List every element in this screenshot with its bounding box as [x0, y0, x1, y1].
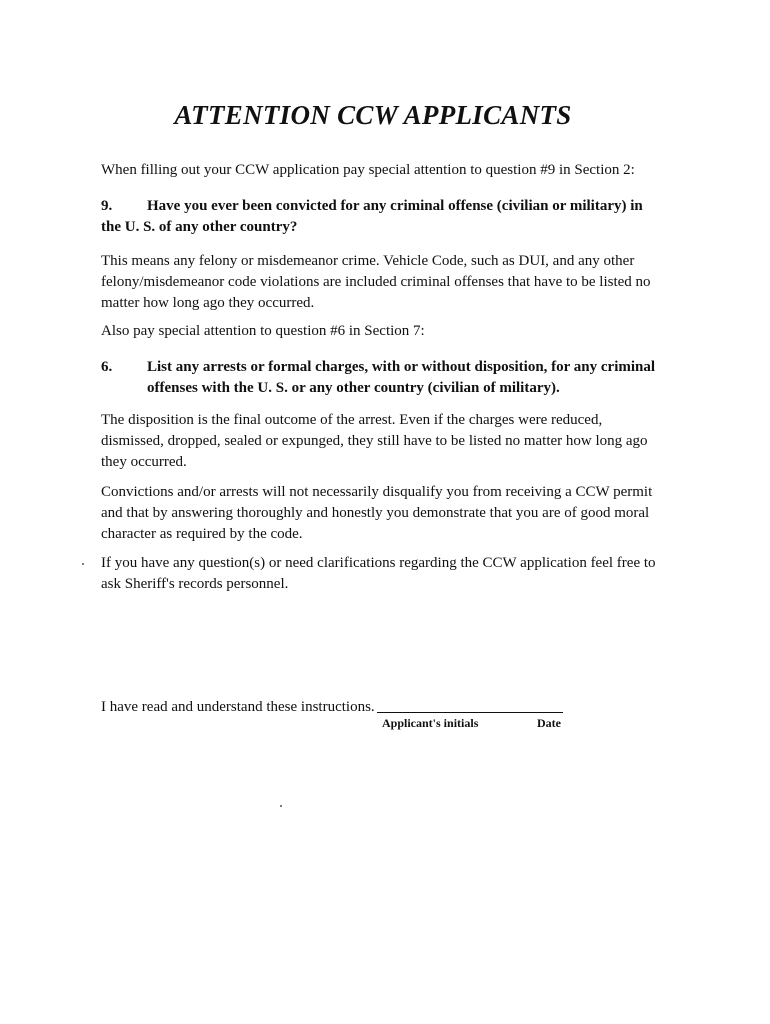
signature-line[interactable] — [377, 712, 563, 713]
intro-paragraph: When filling out your CCW application pay special attention to question #9 in Section 2: — [101, 162, 635, 178]
initials-label: Applicant's initials — [382, 716, 479, 730]
question-9 — [101, 196, 661, 238]
page-title-text: ATTENTION CCW APPLICANTS — [174, 100, 572, 130]
page-title — [0, 100, 770, 131]
date-label: Date — [537, 716, 561, 730]
disposition-paragraph: The disposition is the final outcome of the arrest. Even if the charges were reduced, dismissed, dropped, sealed or expunged, they still have to be listed no matter how long ago they occurred. — [101, 412, 648, 470]
question-6 — [101, 357, 661, 399]
question-6-number: 6. — [101, 359, 113, 375]
question-9-number: 9. — [101, 198, 113, 214]
also-paragraph: Also pay special attention to question #6 in Section 7: — [101, 323, 425, 339]
question-9-text: Have you ever been convicted for any criminal offense (civilian or military) in the U. S. of any other country? — [101, 198, 643, 235]
questions-paragraph: If you have any question(s) or need clarifications regarding the CCW application feel free to ask Sheriff's records personnel. — [101, 555, 656, 592]
scan-speck — [82, 563, 84, 565]
means-paragraph: This means any felony or misdemeanor crime. Vehicle Code, such as DUI, and any other felony/misdemeanor code violations are included criminal offenses that have to be listed no matter how long ago they occurred. — [101, 253, 651, 311]
scan-speck — [280, 805, 282, 807]
question-6-text: List any arrests or formal charges, with or without disposition, for any criminal offenses with the U. S. or any other country (civilian of military). — [147, 359, 656, 396]
convictions-paragraph: Convictions and/or arrests will not necessarily disqualify you from receiving a CCW permit and that by answering thoroughly and honestly you demonstrate that you are of good moral character as required by the code. — [101, 484, 653, 542]
acknowledgement-statement: I have read and understand these instructions. — [101, 699, 375, 715]
